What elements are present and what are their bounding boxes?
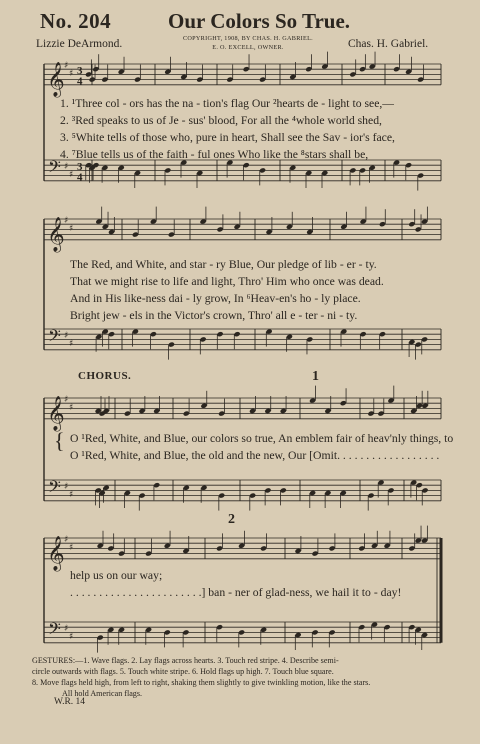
treble-clef-icon: 𝄞 xyxy=(47,216,65,252)
sharp-icon: ♯ xyxy=(69,170,74,180)
time-signature: 3 xyxy=(77,64,83,77)
gestures-line-3: 8. Move flags held high, from left to right, shaking them slightly to give twinkling motion, like the stars. xyxy=(32,678,371,687)
gestures-footnote xyxy=(32,655,452,699)
gestures-line-2: circle outwards with flags. 5. Touch white stripe. 6. Hold flags up high. 7. Touch blue square. xyxy=(32,667,334,676)
hymn-title: Our Colors So True. xyxy=(168,9,351,33)
bass-clef-icon: 𝄢 xyxy=(48,156,61,181)
sharp-icon: ♯ xyxy=(69,632,74,642)
verse-line-2: That we might rise to life and light, Thro' Him who once was dead. xyxy=(70,275,384,288)
verse-line-1: The Red, and White, and star - ry Blue, Our pledge of lib - er - ty. xyxy=(70,258,377,271)
treble-clef-icon: 𝄞 xyxy=(47,535,65,571)
second-ending-marker: 2 xyxy=(228,512,236,527)
music-system-1 xyxy=(40,58,445,194)
gestures-line-1: GESTURES:—1. Wave flags. 2. Lay flags across hearts. 3. Touch red stripe. 4. Describe semi- xyxy=(32,656,339,665)
sharp-icon: ♯ xyxy=(64,331,69,342)
sharp-icon: ♯ xyxy=(69,542,74,553)
copyright-line-1: COPYRIGHT, 1908, BY CHAS. H. GABRIEL. xyxy=(182,35,314,42)
chorus-line-2: O ¹Red, White, and Blue, the old and the new, Our [Omit. . . . . . . . . . . . . . . . . . xyxy=(70,449,440,462)
verse-line-2: . . . . . . . . . . . . . . . . . . . . . . .] ban - ner of glad-ness, we hail it to - day! xyxy=(70,586,402,599)
verse-line-4: Bright jew - els in the Victor's crown, Thro' all e - ter - ni - ty. xyxy=(70,309,358,322)
copyright-line-2: E. O. EXCELL, OWNER. xyxy=(212,44,284,51)
verse-line-1: help us on our way; xyxy=(70,569,163,582)
verse-line-3: And in His like-ness dai - ly grow, In ⁶Heav-en's ho - ly place. xyxy=(70,292,361,305)
verse-line-4: 4. ⁷Blue tells us of the faith - ful ones Who like the ⁸stars shall be, xyxy=(60,148,369,161)
copyright-notice xyxy=(178,34,318,52)
verse-line-2: 2. ³Red speaks to us of Je - sus' blood, For all the ⁴whole world shed, xyxy=(60,114,382,127)
sharp-icon: ♯ xyxy=(69,68,74,79)
music-system-2 xyxy=(40,213,445,363)
sharp-icon: ♯ xyxy=(69,339,74,349)
time-signature: 3 xyxy=(77,160,83,173)
sharp-icon: ♯ xyxy=(69,402,74,413)
verse-line-3: 3. ⁵White tells of those who, pure in heart, Shall see the Sav - ior's face, xyxy=(60,131,395,144)
treble-clef-icon: 𝄞 xyxy=(47,395,65,431)
chorus-brace: { xyxy=(54,428,65,453)
time-signature: 4 xyxy=(77,171,83,184)
sharp-icon: ♯ xyxy=(64,624,69,635)
composer: Chas. H. Gabriel. xyxy=(348,38,429,50)
page-code: W.R. 14 xyxy=(54,697,86,707)
sharp-icon: ♯ xyxy=(64,162,69,173)
sharp-icon: ♯ xyxy=(64,216,69,226)
treble-clef-icon: 𝄞 xyxy=(47,61,65,97)
chorus-line-1: O ¹Red, White, and Blue, our colors so true, An emblem fair of heav'nly things, to xyxy=(70,432,454,445)
bass-clef-icon: 𝄢 xyxy=(48,618,61,643)
music-system-4 xyxy=(40,512,445,650)
hymn-number: No. 204 xyxy=(40,9,112,33)
music-system-chorus xyxy=(40,369,454,502)
first-ending-marker: 1 xyxy=(312,369,320,384)
chorus-label: CHORUS. xyxy=(78,370,132,382)
verse-line-1: 1. ¹Three col - ors has the na - tion's flag Our ²hearts de - light to see,— xyxy=(60,97,394,110)
bass-clef-icon: 𝄢 xyxy=(48,476,61,501)
sharp-icon: ♯ xyxy=(64,395,69,405)
gestures-line-4: All hold American flags. xyxy=(62,689,143,698)
time-signature: 4 xyxy=(77,75,83,88)
lyricist: Lizzie DeArmond. xyxy=(36,38,123,50)
sharp-icon: ♯ xyxy=(69,223,74,234)
sharp-icon: ♯ xyxy=(69,490,74,500)
sharp-icon: ♯ xyxy=(64,535,69,545)
sharp-icon: ♯ xyxy=(64,482,69,493)
bass-clef-icon: 𝄢 xyxy=(48,325,61,350)
sharp-icon: ♯ xyxy=(64,61,69,71)
